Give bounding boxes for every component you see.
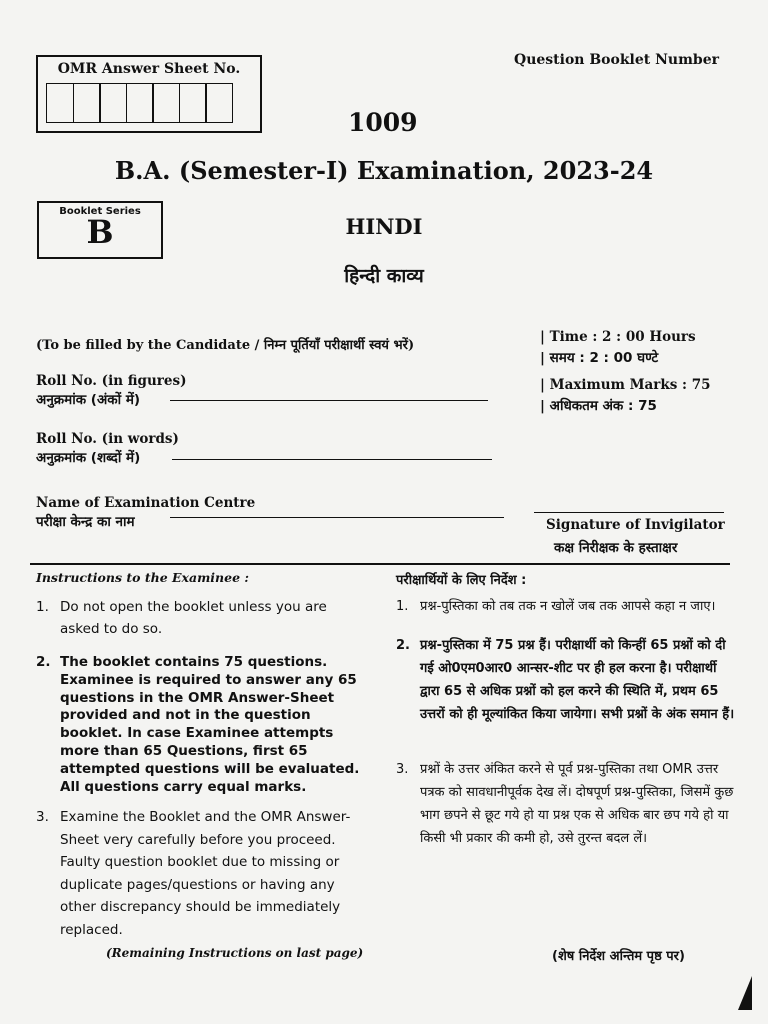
instruction-item: 2. The booklet contains 75 questions. Examinee is required to answer any 65 questions in the OMR Answer-Sheet provided and not in the question booklet. In case Examinee attempts more than 65 Questions, first 65 attempted questions will be evaluated. All questions carry equal marks.	[36, 654, 360, 795]
omr-answer-sheet-box	[36, 55, 262, 133]
invigilator-signature-hi: कक्ष निरीक्षक के हस्ताक्षर	[554, 540, 678, 556]
signature-line[interactable]	[534, 512, 724, 513]
marks-hi: | अधिकतम अंक : 75	[540, 398, 657, 414]
paper-code: 1009	[348, 108, 418, 137]
instruction-item: 1. प्रश्न-पुस्तिका को तब तक न खोलें जब तक आपसे कहा न जाए।	[396, 599, 716, 614]
centre-label: Name of Examination Centre परीक्षा केन्द्र का नाम	[36, 495, 256, 530]
omr-label: OMR Answer Sheet No.	[57, 61, 241, 77]
omr-cell[interactable]	[179, 83, 207, 123]
booklet-series-label: Booklet Series	[59, 206, 141, 217]
omr-cell[interactable]	[99, 83, 127, 123]
subject-title: HINDI	[345, 214, 423, 239]
section-divider	[30, 563, 730, 565]
instructions-heading-en: Instructions to the Examinee :	[36, 570, 250, 585]
time-en: | Time : 2 : 00 Hours	[540, 329, 696, 345]
omr-cell[interactable]	[205, 83, 233, 123]
remaining-instructions-hi: (शेष निर्देश अन्तिम पृष्ठ पर)	[552, 949, 685, 964]
instruction-item: 3. प्रश्नों के उत्तर अंकित करने से पूर्व प्रश्न-पुस्तिका तथा OMR उत्तर पत्रक को सावधानीपूर्वक देख लें। दोषपूर्ण प्रश्न-पुस्तिका, जिसमें कुछ भाग छपने से छूट गये हो या प्रश्न एक से अधिक बार छप गये हो या किसी भी प्रकार की कमी हो, उसे तुरन्त बदल लें।	[396, 762, 734, 846]
time-marks-block	[540, 327, 711, 417]
instruction-item: 3. Examine the Booklet and the OMR Answer-Sheet very carefully before you proceed. Faulty question booklet due to missing or duplicate pages/questions or having any other discrepancy should be immediately replaced.	[36, 809, 351, 938]
booklet-series-value: B	[86, 213, 114, 251]
exam-title: B.A. (Semester-I) Examination, 2023-24	[114, 156, 654, 185]
marks-en: | Maximum Marks : 75	[540, 377, 711, 393]
time-hi: | समय : 2 : 00 घण्टे	[540, 350, 659, 366]
remaining-instructions-en: (Remaining Instructions on last page)	[106, 946, 364, 960]
omr-number-cells	[46, 83, 232, 123]
instructions-hi	[396, 592, 736, 850]
omr-cell[interactable]	[73, 83, 101, 123]
roll-figures-field[interactable]	[170, 400, 488, 401]
roll-words-label: Roll No. (in words) अनुक्रमांक (शब्दों में)	[36, 431, 179, 466]
omr-cell[interactable]	[152, 83, 180, 123]
page-corner-mark	[738, 976, 752, 1010]
candidate-fill-note: (To be filled by the Candidate / निम्न पूर्तियाँ परीक्षार्थी स्वयं भरें)	[36, 338, 415, 353]
omr-cell[interactable]	[126, 83, 154, 123]
invigilator-signature-en: Signature of Invigilator	[546, 517, 725, 533]
instruction-item: 1. Do not open the booklet unless you are asked to do so.	[36, 599, 327, 637]
instructions-heading-hi: परीक्षार्थियों के लिए निर्देश :	[396, 573, 527, 588]
instruction-item: 2. प्रश्न-पुस्तिका में 75 प्रश्न हैं। परीक्षार्थी को किन्हीं 65 प्रश्नों को दी गई ओ0एम0आर0 आन्सर-शीट पर ही हल करना है। परीक्षार्थी द्वारा 65 से अधिक प्रश्नों को हल करने की स्थिति में, प्रथम 65 उत्तरों को ही मूल्यांकित किया जायेगा। सभी प्रश्नों के अंक समान हैं।	[396, 638, 735, 722]
roll-words-field[interactable]	[172, 459, 492, 460]
roll-figures-label: Roll No. (in figures) अनुक्रमांक (अंकों में)	[36, 373, 187, 408]
paper-name: हिन्दी काव्य	[344, 265, 424, 287]
centre-field[interactable]	[170, 517, 504, 518]
omr-cell[interactable]	[46, 83, 74, 123]
instructions-en	[36, 592, 366, 941]
question-booklet-number-label: Question Booklet Number	[514, 52, 719, 68]
